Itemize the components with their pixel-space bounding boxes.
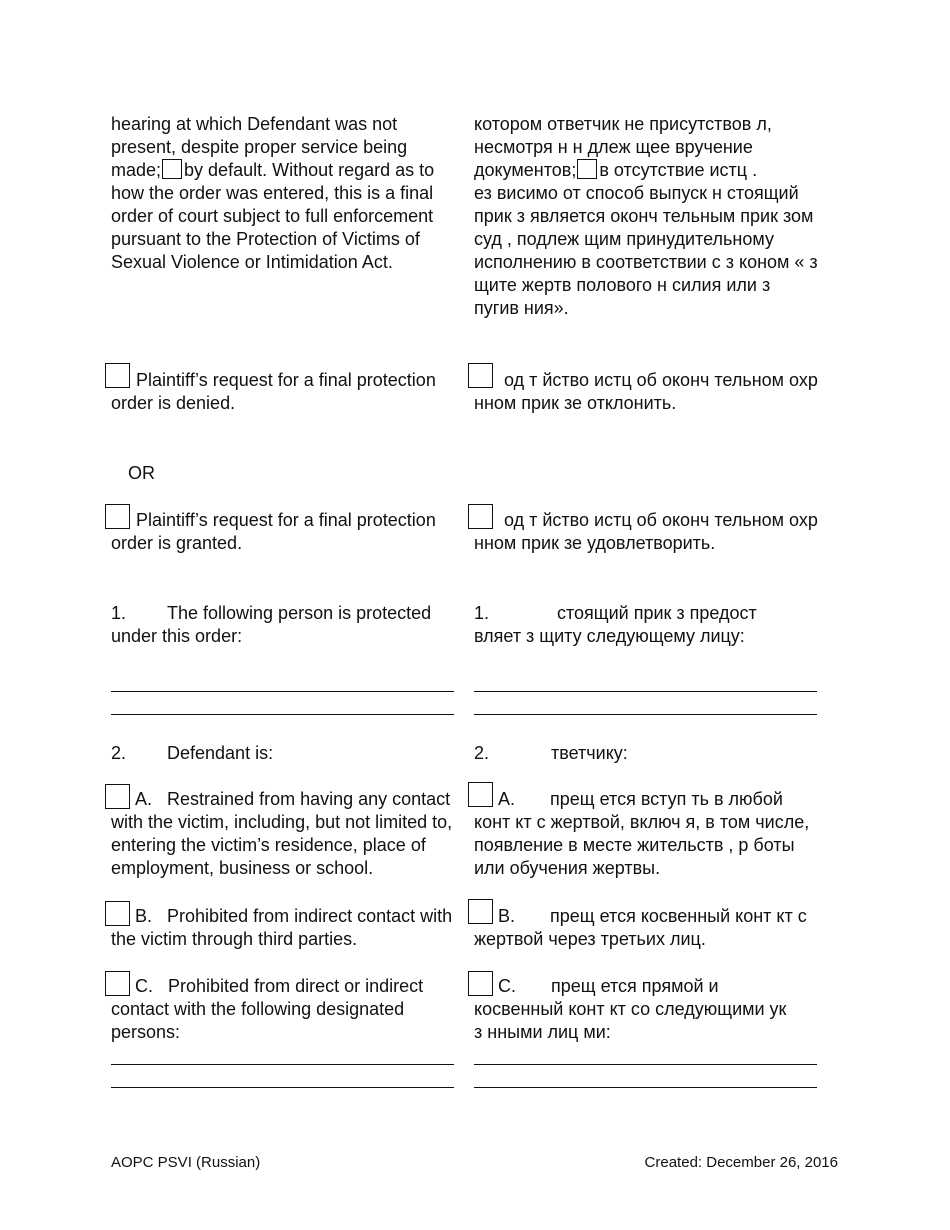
item-text-ru: прещ ется вступ ть в любой конт кт с жертвой, включ я, в том числе, появление в месте жительств , р боты или обучения жертвы. — [474, 789, 810, 878]
denied-text-ru: од т йство истц об оконч тельном охр нном прик зе отклонить. — [474, 370, 818, 413]
item-text-ru: тветчику: — [546, 743, 628, 763]
default-hearing-paragraph-ru — [474, 113, 819, 320]
designated-persons-line-2[interactable] — [111, 1087, 454, 1088]
item-2-ru — [474, 742, 824, 765]
paragraph-text: котором ответчик не присутствов л, несмотря н н длеж щее вручение документов; — [474, 114, 772, 180]
protected-person-line-1-ru[interactable] — [474, 691, 817, 692]
item-letter: C. — [498, 976, 516, 996]
item-text: Prohibited from direct or indirect contact with the following designated persons: — [111, 976, 424, 1042]
item-text: Defendant is: — [167, 743, 274, 763]
denied-text: Plaintiff’s request for a final protection order is denied. — [111, 370, 436, 413]
item-letter: A. — [498, 789, 516, 809]
protected-person-line-2[interactable] — [111, 714, 454, 715]
item-b-en — [111, 905, 461, 951]
item-number: 1. — [474, 603, 490, 623]
item-text: Restrained from having any contact with the victim, including, but not limited to, entering the victim’s residence, place of employment, business or school. — [111, 789, 453, 878]
item-number: 1. — [111, 603, 127, 623]
item-text: Prohibited from indirect contact with the victim through third parties. — [111, 906, 453, 949]
item-text-ru: прещ ется прямой и косвенный конт кт со следующими ук з нными лиц ми: — [474, 976, 787, 1042]
item-text-ru: прещ ется косвенный конт кт с жертвой через третьих лиц. — [474, 906, 807, 949]
granted-text-ru: од т йство истц об оконч тельном охр нном прик зе удовлетворить. — [474, 510, 818, 553]
item-number: 2. — [474, 743, 490, 763]
item-letter: A. — [135, 789, 153, 809]
item-1-ru — [474, 602, 799, 648]
or-label: OR — [128, 463, 155, 483]
protected-person-line-1[interactable] — [111, 691, 454, 692]
item-text-ru: стоящий прик з предост вляет з щиту следующему лицу: — [474, 603, 757, 646]
designated-persons-line-1[interactable] — [111, 1064, 454, 1065]
granted-text: Plaintiff’s request for a final protection order is granted. — [111, 510, 436, 553]
item-c-en — [111, 975, 461, 1044]
item-b-ru — [474, 905, 824, 951]
item-number: 2. — [111, 743, 127, 763]
paragraph-text: hearing at which Defendant was not present, despite proper service being made; — [111, 114, 408, 180]
designated-persons-line-1-ru[interactable] — [474, 1064, 817, 1065]
paragraph-text: в отсутствие истц . ез висимо от способ выпуск н стоящий прик з является оконч тельным прик зом суд , подлеж щим принудительному исполнению в соответствии с з коном « з щите жертв полового н силия или з пугив ния». — [474, 160, 818, 318]
item-a-ru — [474, 788, 814, 880]
by-default-checkbox[interactable] — [162, 159, 182, 179]
item-1-en — [111, 602, 461, 648]
item-c-ru — [474, 975, 799, 1044]
footer-form-id: AOPC PSVI (Russian) — [111, 1154, 261, 1171]
item-letter: B. — [498, 906, 516, 926]
item-a-en — [111, 788, 456, 880]
item-2-en — [111, 742, 461, 765]
protected-person-line-2-ru[interactable] — [474, 714, 817, 715]
granted-paragraph-ru — [474, 509, 824, 555]
granted-paragraph-en — [111, 509, 461, 555]
item-letter: C. — [135, 976, 153, 996]
designated-persons-line-2-ru[interactable] — [474, 1087, 817, 1088]
denied-paragraph-ru — [474, 369, 824, 415]
footer-created-date: Created: December 26, 2016 — [644, 1154, 838, 1171]
item-text: The following person is protected under this order: — [111, 603, 432, 646]
default-hearing-paragraph-en — [111, 113, 461, 274]
denied-paragraph-en — [111, 369, 461, 415]
by-default-checkbox-ru[interactable] — [577, 159, 597, 179]
item-letter: B. — [135, 906, 153, 926]
paragraph-text: by default. Without regard as to how the order was entered, this is a final order of court subject to full enforcement pursuant to the Protection of Victims of Sexual Violence or Intimidation Act. — [111, 160, 435, 272]
